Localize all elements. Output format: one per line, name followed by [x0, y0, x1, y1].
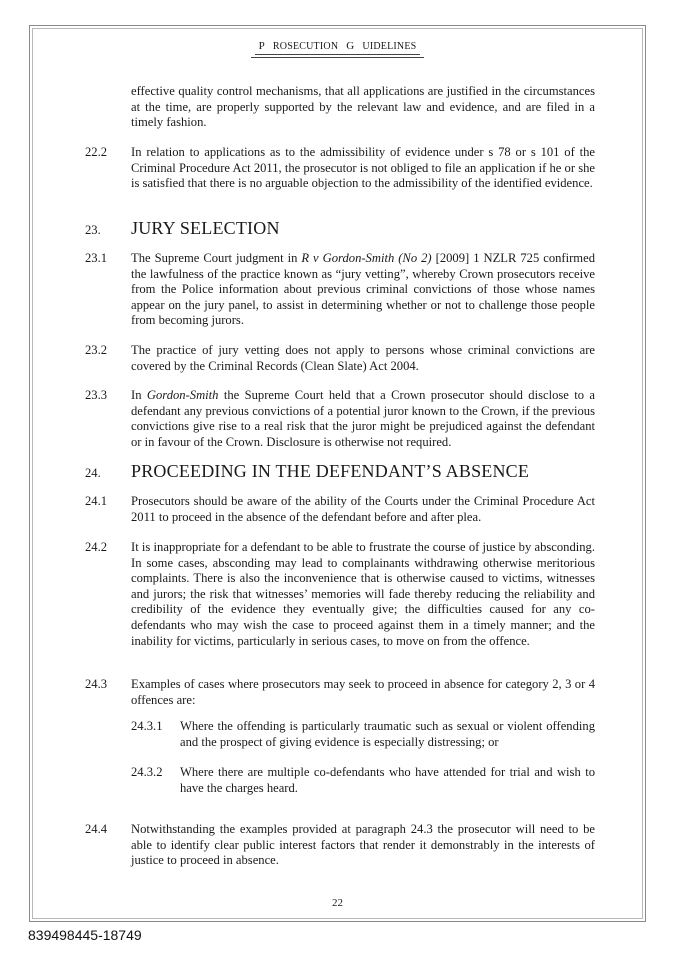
- page-number: 22: [332, 897, 343, 909]
- paragraph-text: The practice of jury vetting does not apply to persons whose criminal convictions are covered by the Criminal Records (Clean Slate) Act 2004.: [131, 343, 595, 373]
- paragraph-number: 23.1: [85, 251, 108, 265]
- section-title: JURY SELECTION: [131, 218, 280, 238]
- subparagraph-number: 24.3.1: [131, 719, 163, 733]
- paragraph-number: 22.2: [85, 145, 108, 159]
- paragraph-text: Notwithstanding the examples provided at paragraph 24.3 the prosecutor will need to be able to identify clear public interest factors that render it demonstrably in the interests of justice to proceed in absence.: [131, 822, 595, 868]
- paragraph-text: It is inappropriate for a defendant to be able to frustrate the course of justice by absconding. In some cases, absconding may lead to complainants withdrawing otherwise meritorious complaints. There is also the inconvenience that is otherwise caused to victims, witnesses and jurors; the risk that witnesses’ memories will fade thereby reducing the reliability and credibility of the evidence they eventually give; the difficulties caused for any co-defendants who may wish the case to proceed against them in a timely manner; and the inability for victims, particularly in serious cases, to move on from the offence.: [131, 540, 595, 648]
- paragraph-24-4: [85, 822, 595, 869]
- paragraph-23-1: [85, 251, 595, 329]
- subparagraph-number: 24.3.2: [131, 765, 163, 779]
- paragraph-number: 24.3: [85, 677, 108, 691]
- paragraph-number: 24.2: [85, 540, 108, 554]
- paragraph-number: 24.1: [85, 494, 108, 508]
- paragraph-text: In relation to applications as to the admissibility of evidence under s 78 or s 101 of the Criminal Procedure Act 2011, the prosecutor is not obliged to file an application if he or she is satisfied that there is no arguable objection to the admissibility of the identified evidence.: [131, 145, 595, 191]
- section-title: PROCEEDING IN THE DEFENDANT’S ABSENCE: [131, 461, 530, 481]
- paragraph-number: 24.4: [85, 822, 108, 836]
- section-number: 23.: [85, 223, 101, 237]
- paragraph-text: In Gordon-Smith the Supreme Court held that a Crown prosecutor should disclose to a defendant any previous convictions of a potential juror known to the Crown, if the previous convictions give rise to a real risk that the juror might be prejudiced against the defendant or in favour of the Crown. Disclosure is otherwise not required.: [131, 388, 595, 449]
- section-heading-23: [85, 218, 280, 239]
- paragraph-23-3: [85, 388, 595, 450]
- running-head: P ROSECUTIONG UIDELINES: [0, 40, 675, 58]
- paragraph-24-2: [85, 540, 595, 649]
- paragraph-23-2: [85, 343, 595, 374]
- subparagraph-text: Where there are multiple co-defendants who have attended for trial and wish to have the charges heard.: [180, 765, 595, 795]
- paragraph-24-3: [85, 677, 595, 708]
- paragraph-24-1: [85, 494, 595, 525]
- paragraph-text: The Supreme Court judgment in R v Gordon-Smith (No 2) [2009] 1 NZLR 725 confirmed the lawfulness of the practice known as “jury vetting”, whereby Crown prosecutors receive from the Police information about previous criminal convictions of those whose names appear on the jury panel, to assist in determining whether or not to challenge those people from becoming jurors.: [131, 251, 595, 328]
- subparagraph-text: Where the offending is particularly traumatic such as sexual or violent offending and the prospect of giving evidence is especially distressing; or: [180, 719, 595, 749]
- subparagraph-24-3-2: [131, 765, 595, 796]
- paragraph-number: 23.2: [85, 343, 108, 357]
- paragraph-text: Examples of cases where prosecutors may seek to proceed in absence for category 2, 3 or 4 offences are:: [131, 677, 595, 707]
- paragraph-22-2: [85, 145, 595, 192]
- document-id-stamp: 839498445-18749: [28, 927, 142, 943]
- paragraph-number: 23.3: [85, 388, 108, 402]
- continued-paragraph: effective quality control mechanisms, that all applications are justified in the circumstances at the time, are properly supported by the relevant law and evidence, and are filed in a timely fashion.: [131, 84, 595, 130]
- case-citation: Gordon-Smith: [146, 388, 219, 402]
- subparagraph-24-3-1: [131, 719, 595, 750]
- paragraph-text: Prosecutors should be aware of the ability of the Courts under the Criminal Procedure Act 2011 to proceed in the absence of the defendant before and after plea.: [131, 494, 595, 524]
- section-heading-24: [85, 461, 529, 482]
- section-number: 24.: [85, 466, 101, 480]
- case-citation: R v Gordon-Smith (No 2): [301, 251, 432, 265]
